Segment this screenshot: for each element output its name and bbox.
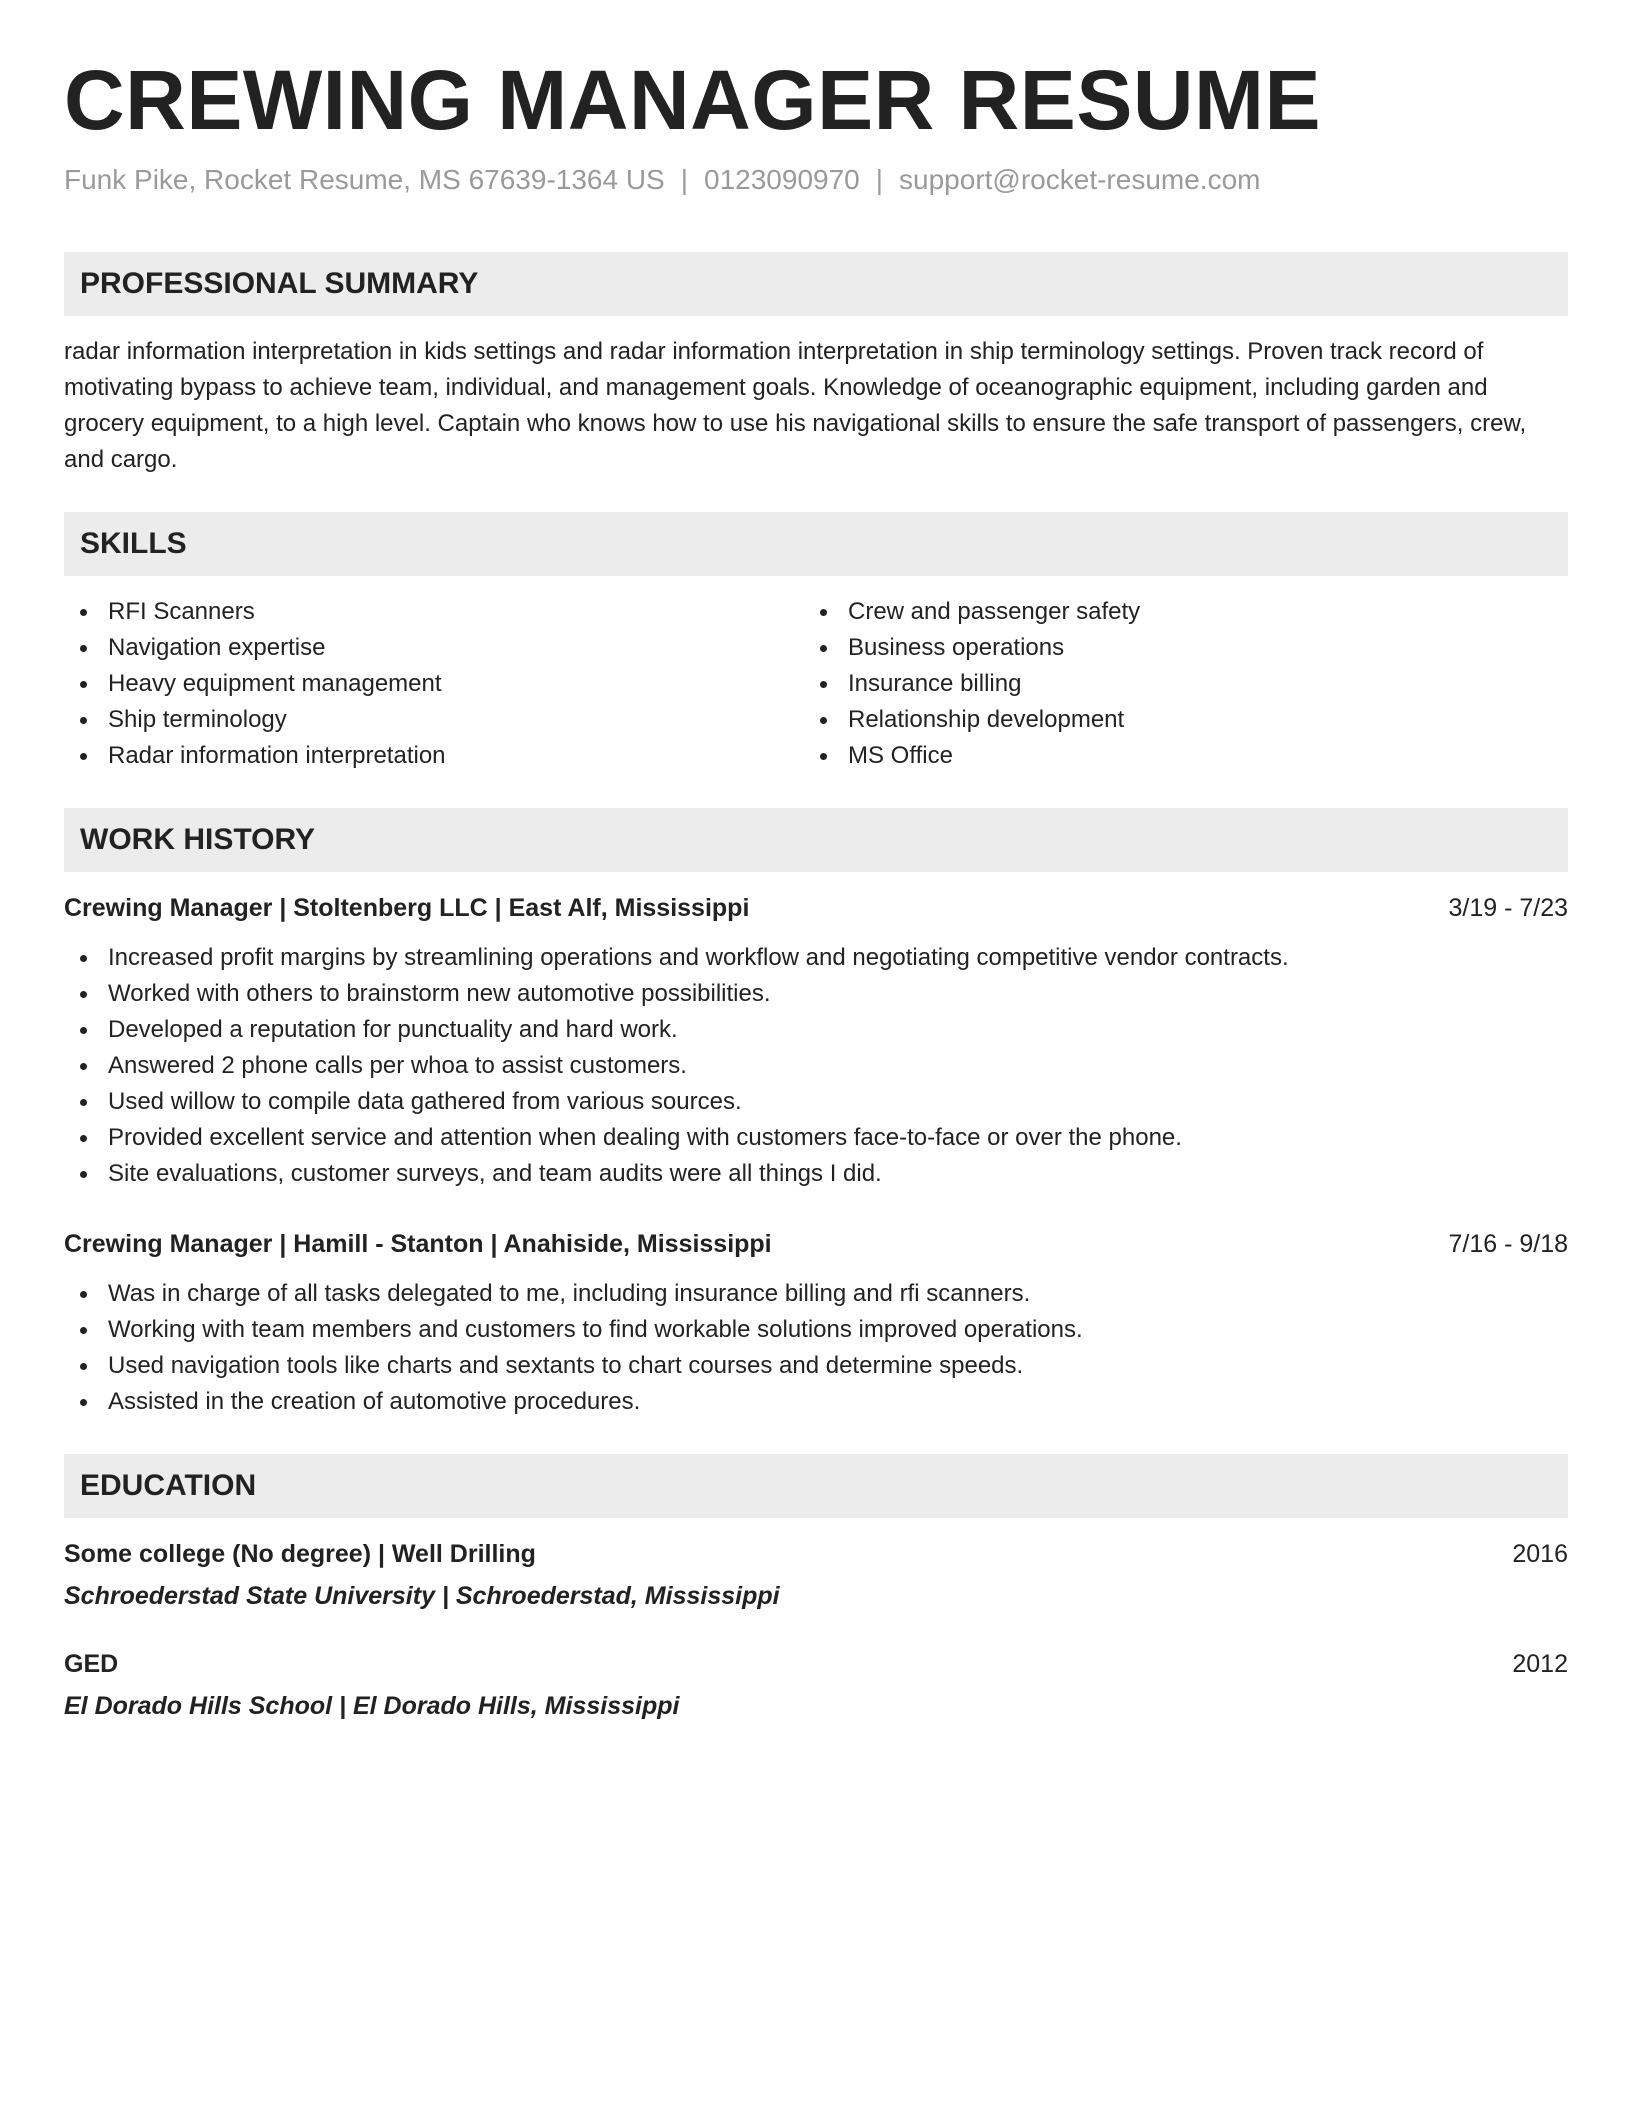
summary-paragraph: radar information interpretation in kids settings and radar information interpretation in ship terminology settings. Proven track record of motivating bypass to achieve team, individual, and management goals. Knowledge of oceanographic equipment, including garden and grocery equipment, to a high level. Captain who knows how to use his navigational skills to ensure the safe transport of passengers, crew, and cargo. [64,338,1527,474]
skill-item: Business operations [816,630,1568,666]
education-year: 2016 [1512,1540,1568,1569]
skill-item: Heavy equipment management [64,666,816,702]
section-heading-work-history: WORK HISTORY [64,808,1568,872]
education-degree: GED [64,1650,119,1679]
job-title: Crewing Manager | Stoltenberg LLC | East Alf, Mississippi [64,894,750,923]
job-entry [64,1226,1568,1420]
resume-title: CREWING MANAGER RESUME [64,53,1322,147]
job-entry [64,890,1568,1192]
job-bullet: Used willow to compile data gathered from various sources. [64,1084,1568,1120]
skill-item: Navigation expertise [64,630,816,666]
skills-column-left [64,594,816,774]
section-heading-education: EDUCATION [64,1454,1568,1518]
education-year: 2012 [1512,1650,1568,1679]
job-bullets [64,940,1568,1192]
job-bullet: Worked with others to brainstorm new automotive possibilities. [64,976,1568,1012]
contact-line [64,163,1568,197]
job-bullet: Was in charge of all tasks delegated to me, including insurance billing and rfi scanners. [64,1276,1568,1312]
job-dates: 7/16 - 9/18 [1448,1230,1568,1259]
education-header [64,1536,1568,1572]
contact-email[interactable]: support@rocket-resume.com [899,163,1261,195]
job-bullet: Provided excellent service and attention when dealing with customers face-to-face or over the phone. [64,1120,1568,1156]
section-heading-skills: SKILLS [64,512,1568,576]
skill-item: Radar information interpretation [64,738,816,774]
contact-separator: | [875,163,884,195]
job-header [64,890,1568,926]
job-dates: 3/19 - 7/23 [1448,894,1568,923]
contact-address: Funk Pike, Rocket Resume, MS 67639-1364 US [64,163,665,195]
contact-separator: | [680,163,689,195]
education-school: El Dorado Hills School | El Dorado Hills, Mississippi [64,1692,680,1721]
job-bullet: Used navigation tools like charts and sextants to chart courses and determine speeds. [64,1348,1568,1384]
skill-item: Ship terminology [64,702,816,738]
education-entry [64,1536,1568,1614]
job-bullet: Answered 2 phone calls per whoa to assist customers. [64,1048,1568,1084]
job-bullet: Assisted in the creation of automotive procedures. [64,1384,1568,1420]
job-bullet: Site evaluations, customer surveys, and team audits were all things I did. [64,1156,1568,1192]
skill-item: MS Office [816,738,1568,774]
job-header [64,1226,1568,1262]
skills-column-right [816,594,1568,774]
skill-item: Crew and passenger safety [816,594,1568,630]
job-bullet: Developed a reputation for punctuality and hard work. [64,1012,1568,1048]
education-entry [64,1646,1568,1724]
job-bullet: Working with team members and customers to find workable solutions improved operations. [64,1312,1568,1348]
skill-item: RFI Scanners [64,594,816,630]
job-bullets [64,1276,1568,1420]
education-header [64,1646,1568,1682]
job-bullet: Increased profit margins by streamlining operations and workflow and negotiating competitive vendor contracts. [64,940,1568,976]
skill-item: Insurance billing [816,666,1568,702]
job-title: Crewing Manager | Hamill - Stanton | Anahiside, Mississippi [64,1230,772,1259]
skills-list [64,594,1568,774]
contact-phone: 0123090970 [704,163,860,195]
education-degree: Some college (No degree) | Well Drilling [64,1540,536,1569]
education-school: Schroederstad State University | Schroederstad, Mississippi [64,1582,780,1611]
skill-item: Relationship development [816,702,1568,738]
section-heading-summary: PROFESSIONAL SUMMARY [64,252,1568,316]
